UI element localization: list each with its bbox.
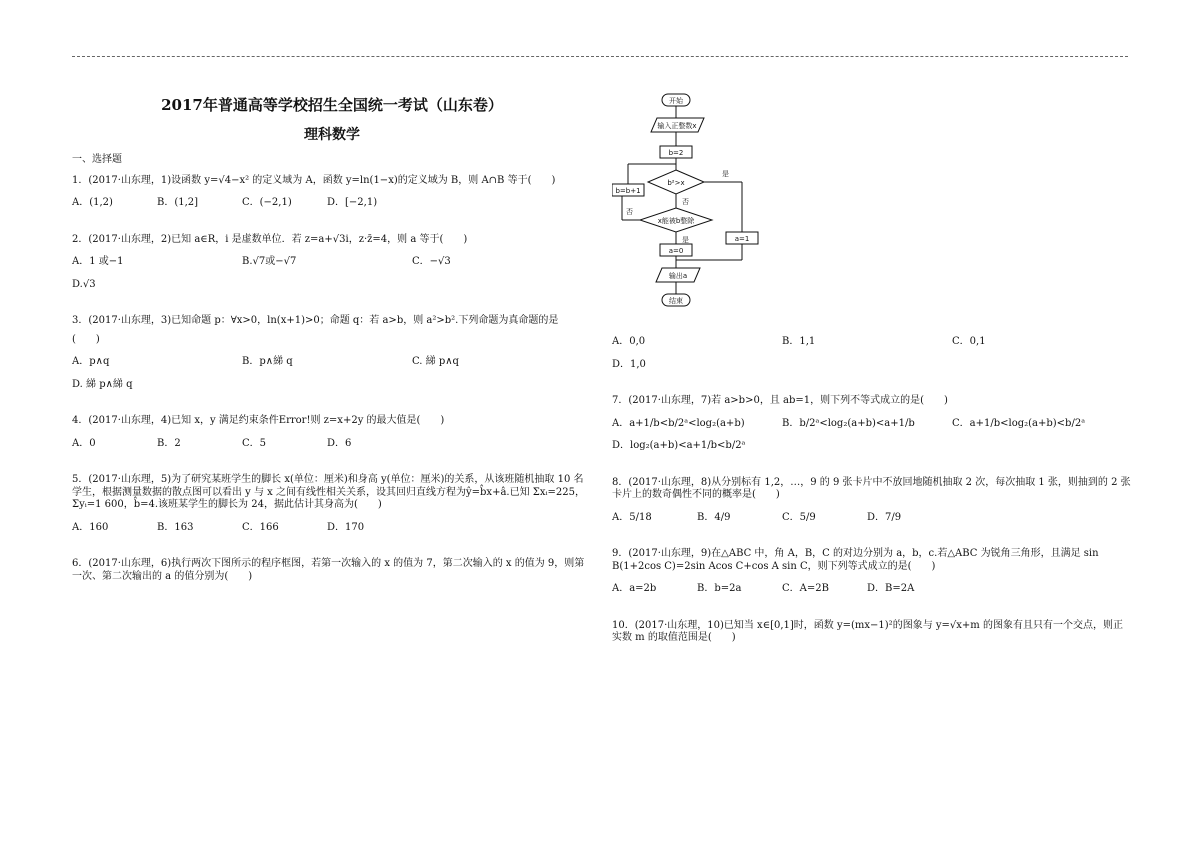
left-column [72, 96, 592, 597]
cond2-text: x能被b整除 [657, 217, 695, 225]
choices [72, 522, 592, 545]
question-stem: 1．(2017·山东理，1)设函数 y=√4−x² 的定义域为 A，函数 y=ln(1−x)的定义域为 B，则 A∩B 等于( ) [72, 174, 556, 186]
inc-text: b=b+1 [615, 187, 641, 195]
input-text: 输入正整数x [657, 122, 697, 130]
choice-d: D．log₂(a+b)<a+1/b<b/2ᵃ [612, 440, 746, 451]
cond1-text: b²>x [667, 179, 685, 187]
choice-b: B.√7或−√7 [242, 256, 297, 268]
choice-d: D．[−2,1) [327, 197, 378, 209]
choices [72, 438, 592, 461]
question-5 [72, 474, 592, 544]
choice-a: A．0,0 [612, 336, 646, 347]
choices [72, 197, 592, 220]
question-stem: 7．(2017·山东理，7)若 a>b>0，且 ab=1，则下列不等式成立的是( ) [612, 395, 948, 406]
choice-d: D．170 [327, 521, 365, 533]
choice-a: A．1 或−1 [72, 256, 124, 268]
choices [612, 583, 1132, 606]
choice-c: C．A=2B [782, 583, 829, 594]
end-text: 结束 [669, 297, 683, 305]
question-stem: 6．(2017·山东理，6)执行两次下图所示的程序框图，若第一次输入的 x 的值为 7，第二次输入的 x 的值为 9，则第一次、第二次输出的 a 的值分别为( ) [72, 558, 585, 582]
choices [612, 336, 1132, 381]
question-6-choices [612, 336, 1132, 381]
choice-c: C．a+1/b<log₂(a+b)<b/2ᵃ [952, 417, 1086, 429]
choice-b: B．163 [157, 521, 194, 533]
question-10 [612, 620, 1132, 645]
question-3 [72, 315, 592, 401]
choice-b: B．1,1 [782, 336, 816, 347]
choices [72, 256, 592, 301]
choice-b: B．2 [157, 437, 181, 449]
output-text: 输出a [668, 272, 688, 280]
question-2 [72, 234, 592, 302]
choice-c: C．(−2,1) [242, 197, 292, 209]
question-stem: 10．(2017·山东理，10)已知当 x∈[0,1]时，函数 y=(mx−1)²的图象与 y=√x+m 的图象有且只有一个交点，则正实数 m 的取值范围是( ) [612, 619, 1123, 643]
init-text: b=2 [668, 149, 684, 157]
choice-a: A．a=2b [612, 583, 657, 594]
choice-a: A．5/18 [612, 511, 652, 523]
program-flowchart [612, 92, 792, 312]
choice-b: B．(1,2] [157, 197, 199, 209]
question-stem: 8．(2017·山东理，8)从分别标有 1,2，…，9 的 9 张卡片中不放回地随机抽取 2 次，每次抽取 1 张，则抽到的 2 张卡片上的数奇偶性不同的概率是( ) [612, 476, 1131, 500]
choice-a: A．0 [72, 437, 96, 449]
choice-d: D．7/9 [867, 511, 902, 523]
question-9 [612, 548, 1132, 606]
question-stem-cont: ( ) [72, 333, 100, 345]
no1-label: 否 [682, 198, 689, 206]
choice-a: A．a+1/b<b/2ᵃ<log₂(a+b) [612, 417, 745, 429]
yes2-label: 是 [682, 236, 689, 244]
exam-title: 2017年普通高等学校招生全国统一考试（山东卷） [161, 96, 503, 114]
flowchart-svg [612, 92, 792, 312]
start-text: 开始 [669, 97, 683, 105]
question-1 [72, 175, 592, 220]
section-heading: 一、选择题 [72, 154, 122, 166]
exam-subtitle: 理科数学 [304, 126, 360, 143]
choice-a: A．(1,2) [72, 197, 113, 209]
choice-c: C．−√3 [412, 256, 451, 268]
choice-c: C．0,1 [952, 336, 986, 347]
yes1-label: 是 [722, 170, 729, 178]
choice-c: C．5 [242, 437, 267, 449]
choices [72, 356, 592, 401]
choice-a: A．p∧q [72, 356, 110, 368]
set1-text: a=1 [734, 235, 750, 243]
question-stem: 2．(2017·山东理，2)已知 a∈R，i 是虚数单位．若 z=a+√3i，z·z̄=4，则 a 等于( ) [72, 233, 468, 245]
no2-label: 否 [626, 208, 633, 216]
choice-a: A．160 [72, 521, 109, 533]
question-8 [612, 477, 1132, 535]
question-stem: 4．(2017·山东理，4)已知 x，y 满足约束条件Error!则 z=x+2y 的最大值是( ) [72, 415, 445, 427]
question-stem: 9．(2017·山东理，9)在△ABC 中，角 A，B，C 的对边分别为 a，b，c.若△ABC 为锐角三角形，且满足 sin B(1+2cos C)=2sin Acos C+cos A sin C，则下列等式成立的是( ) [612, 548, 1099, 572]
choice-c: C. 綈 p∧q [412, 356, 459, 368]
question-4 [72, 415, 592, 460]
choice-d: D.√3 [72, 278, 96, 290]
choices [612, 418, 1132, 463]
choice-c: C．5/9 [782, 511, 816, 523]
choice-b: B．b=2a [697, 583, 742, 594]
set0-text: a=0 [668, 247, 684, 255]
choice-c: C．166 [242, 521, 279, 533]
choice-b: B．4/9 [697, 511, 731, 523]
choice-d: D．6 [327, 437, 352, 449]
choice-d: D．1,0 [612, 358, 646, 370]
question-stem: 5．(2017·山东理，5)为了研究某班学生的脚长 x(单位：厘米)和身高 y(单位：厘米)的关系，从该班随机抽取 10 名学生，根据测量数据的散点图可以看出 y 与 x 之间有线性相关关系，设其回归直线方程为ŷ=b̂x+â.已知 Σxᵢ=225，Σyᵢ=1 600，b̂=4.该班某学生的脚长为 24，据此估计其身高为( ) [72, 474, 585, 511]
right-column [612, 326, 1132, 659]
question-7 [612, 395, 1132, 463]
question-6 [72, 558, 592, 583]
top-dashed-rule [72, 56, 1128, 57]
question-stem: 3．(2017·山东理，3)已知命题 p：∀x>0，ln(x+1)>0；命题 q：若 a>b，则 a²>b².下列命题为真命题的是 [72, 315, 559, 327]
choices [612, 512, 1132, 535]
choice-d: D. 綈 p∧綈 q [72, 378, 133, 390]
choice-b: B．p∧綈 q [242, 356, 293, 368]
choice-b: B．b/2ᵃ<log₂(a+b)<a+1/b [782, 417, 915, 429]
choice-d: D．B=2A [867, 583, 915, 594]
